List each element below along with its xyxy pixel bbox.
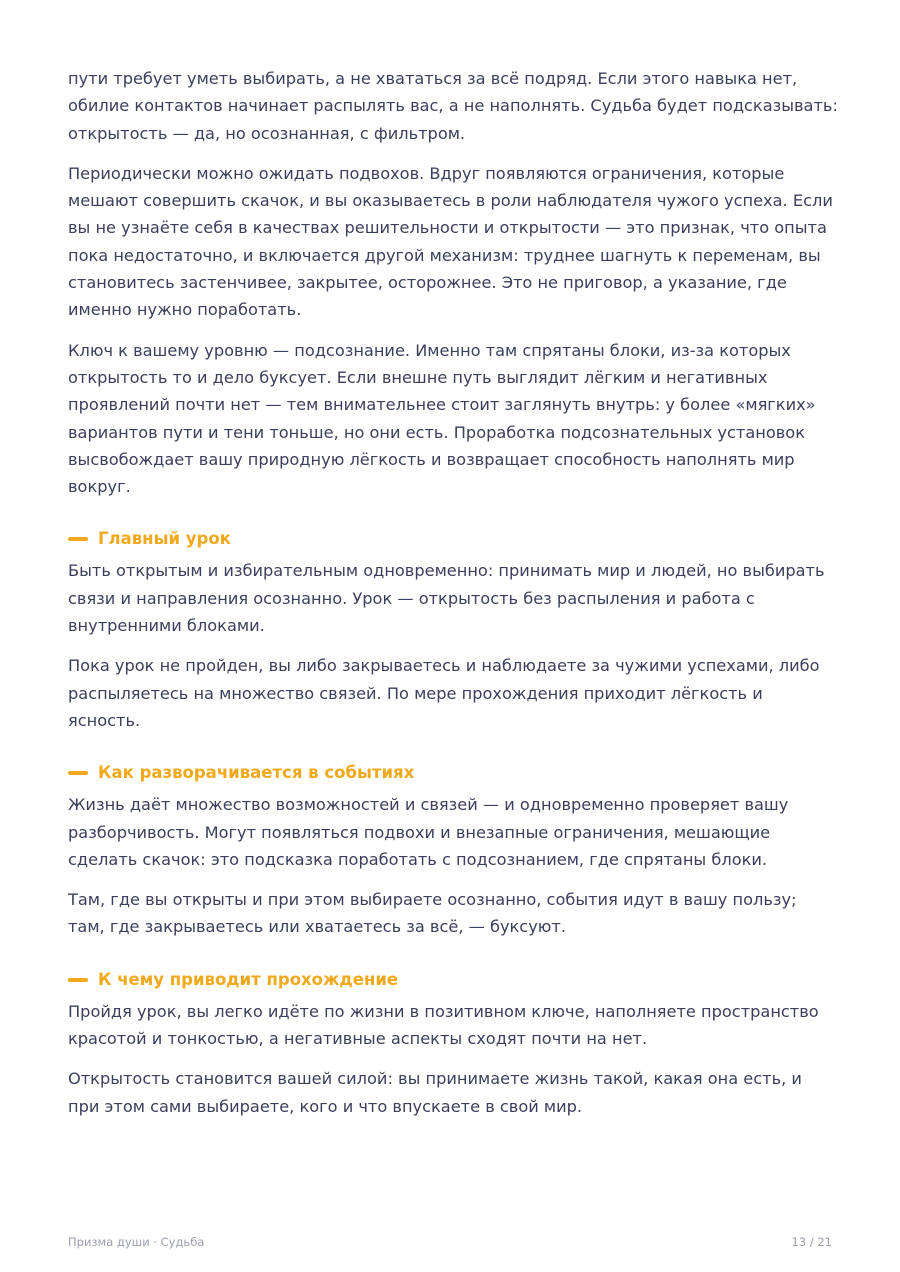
paragraph: Периодически можно ожидать подвохов. Вдруг появляются ограничения, которые мешают совершить скачок, и вы оказываетесь в роли наблюдателя чужого успеха. Если вы не узнаёте себя в качествах решительности и открытости — это признак, что опыта пока недостаточно, и включается другой механизм: труднее шагнуть к переменам, вы становитесь застенчивее, закрытее, осторожнее. Это не приговор, а указание, где именно нужно поработать.	[68, 163, 833, 320]
section-title: Главный урок	[98, 529, 231, 549]
section-title: Как разворачивается в событиях	[98, 763, 415, 783]
footer-page-number: 13 / 21	[791, 1235, 832, 1249]
dash-icon	[68, 771, 88, 775]
paragraph: Пока урок не пройден, вы либо закрываетесь и наблюдаете за чужими успехами, либо распыляетесь на множество связей. По мере прохождения приходит лёгкость и ясность.	[68, 656, 820, 730]
section-heading-main-lesson	[68, 526, 838, 552]
paragraph: Быть открытым и избирательным одновременно: принимать мир и людей, но выбирать связи и направления осознанно. Урок — открытость без распыления и работа с внутренними блоками.	[68, 561, 825, 636]
footer-document-title: Призма души · Судьба	[68, 1235, 205, 1249]
section-heading-outcome	[68, 967, 838, 993]
page-content	[68, 65, 838, 1133]
paragraph: Жизнь даёт множество возможностей и связей — и одновременно проверяет вашу разборчивость. Могут появляться подвохи и внезапные ограничения, мешающие сделать скачок: это подсказка поработать с подсознанием, где спрятаны блоки.	[68, 795, 789, 869]
paragraph: Пройдя урок, вы легко идёте по жизни в позитивном ключе, наполняете пространство красотой и тонкостью, а негативные аспекты сходят почти на нет.	[68, 1001, 819, 1049]
section-title: К чему приводит прохождение	[98, 969, 399, 989]
section-heading-events	[68, 760, 838, 786]
dash-icon	[68, 978, 88, 982]
paragraph: Там, где вы открыты и при этом выбираете осознанно, события идут в вашу пользу; там, где закрываетесь или хватаетесь за всё, — буксуют.	[68, 890, 797, 937]
paragraph: Открытость становится вашей силой: вы принимаете жизнь такой, какая она есть, и при этом сами выбираете, кого и что впускаете в свой мир.	[68, 1069, 802, 1116]
paragraph: Ключ к вашему уровню — подсознание. Именно там спрятаны блоки, из-за которых открытость то и дело буксует. Если внешне путь выглядит лёгким и негативных проявлений почти нет — тем внимательнее стоит заглянуть внутрь: у более «мягких» вариантов пути и тени тоньше, но они есть. Проработка подсознательных установок высвобождает вашу природную лёгкость и возвращает способность наполнять мир вокруг.	[68, 340, 816, 497]
dash-icon	[68, 537, 88, 541]
paragraph: пути требует уметь выбирать, а не хвататься за всё подряд. Если этого навыка нет, обилие контактов начинает распылять вас, а не наполнять. Судьба будет подсказывать: открытость — да, но осознанная, с фильтром.	[68, 69, 838, 143]
